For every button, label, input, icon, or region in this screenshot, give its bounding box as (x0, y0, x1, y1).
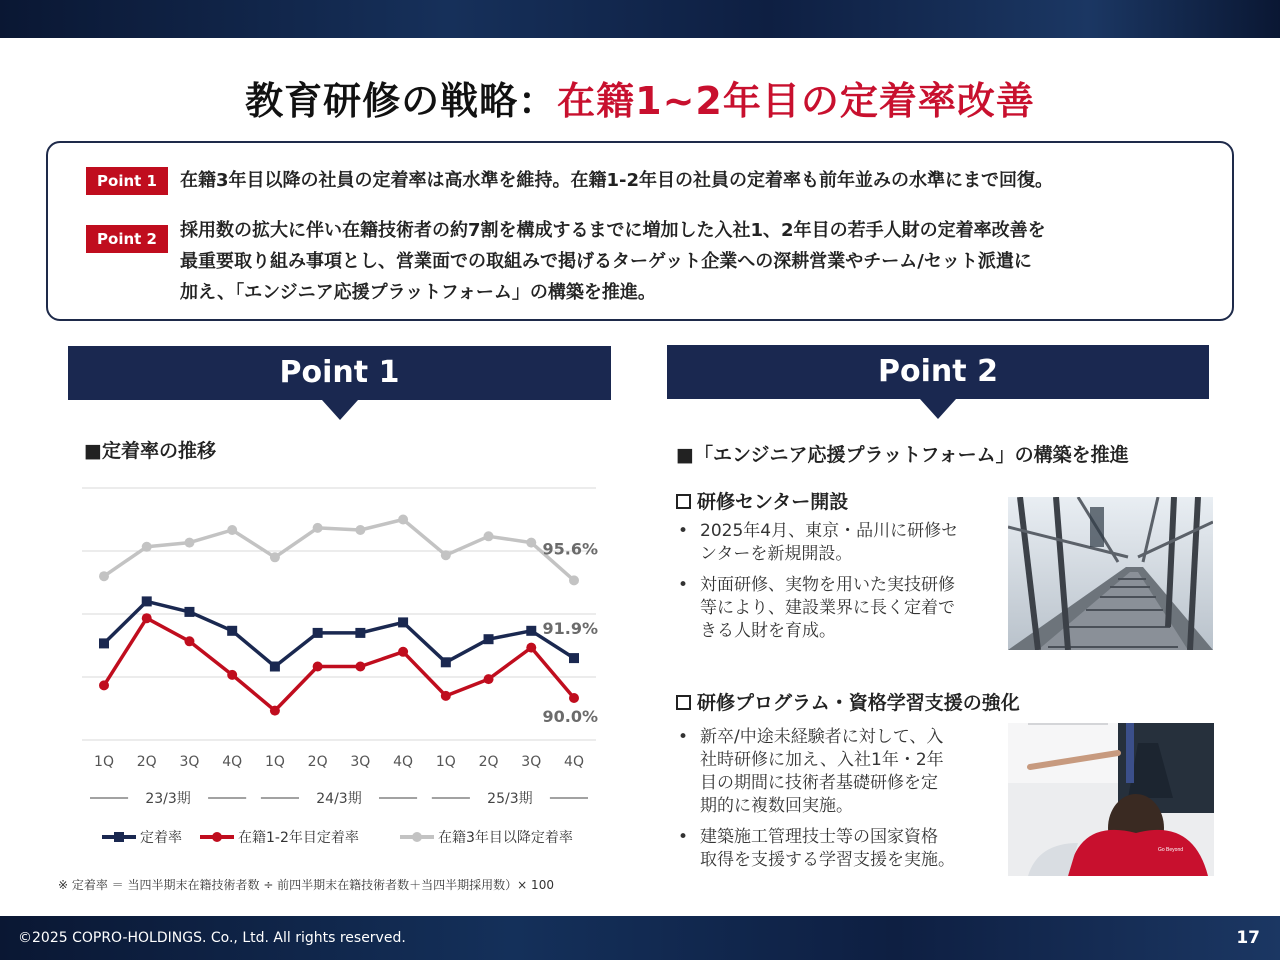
x-tick-label: 2Q (478, 754, 499, 770)
data-point (99, 638, 109, 648)
list-item (674, 574, 1004, 643)
data-point (227, 626, 237, 636)
legend-label: 定着率 (140, 830, 182, 846)
bullet-line: 目の期間に技術者基礎研修を定 (700, 773, 938, 793)
data-point (270, 706, 280, 716)
checkbox-square-icon (676, 494, 691, 509)
data-label: 90.0% (542, 707, 598, 726)
scaffold-walkway-image (1008, 497, 1213, 650)
data-label: 95.6% (542, 539, 598, 559)
summary-box (46, 141, 1234, 321)
point2-line: 加え、「エンジニア応援プラットフォーム」の構築を推進。 (180, 282, 656, 303)
x-tick-label: 4Q (222, 754, 243, 770)
bullet-line: • 建築施工管理技士等の国家資格 (700, 827, 938, 847)
point1-badge: Point 1 (86, 167, 168, 195)
data-point (184, 538, 194, 548)
retention-chart (60, 470, 620, 860)
bullet-line: • 新卒/中途未経験者に対して、入 (700, 727, 944, 747)
list-item (674, 826, 1004, 872)
data-point (398, 617, 408, 627)
program-support-title (676, 688, 1020, 715)
data-point (441, 657, 451, 667)
data-point (184, 636, 194, 646)
legend-label: 在籍3年目以降定着率 (438, 830, 573, 846)
point2-text (180, 215, 1046, 308)
x-tick-label: 2Q (136, 754, 157, 770)
formula-note: ※ 定着率 ＝ 当四半期末在籍技術者数 ÷ 前四半期末在籍技術者数＋当四半期採用数）× 100 (58, 878, 554, 892)
bullet-line: 取得を支援する学習支援を実施。 (700, 850, 955, 870)
data-point (569, 653, 579, 663)
period-label: 24/3期 (316, 791, 362, 807)
point1-text: 在籍3年目以降の社員の定着率は高水準を維持。在籍1-2年目の社員の定着率も前年並みの水準にまで回復。 (180, 170, 1054, 191)
data-point (184, 607, 194, 617)
data-point (227, 525, 237, 535)
bullet-line: 期的に複数回実施。 (700, 796, 853, 816)
data-point (569, 575, 579, 585)
bullet-line: • 対面研修、実物を用いた実技研修 (700, 575, 955, 595)
checkbox-square-icon (676, 695, 691, 710)
page-number: 17 (1236, 928, 1260, 948)
retention-chart-svg (60, 470, 620, 860)
training-center-title-text: 研修センター開設 (697, 491, 849, 513)
bullet-line: 社時研修に加え、入社1年・2年 (700, 750, 944, 770)
data-point (99, 680, 109, 690)
data-point (569, 693, 579, 703)
data-point (355, 525, 365, 535)
x-tick-label: 1Q (94, 754, 114, 770)
data-point (313, 628, 323, 638)
data-point (484, 531, 494, 541)
data-point (270, 662, 280, 672)
training-center-bullets (674, 520, 1004, 651)
data-point (313, 523, 323, 533)
legend-marker (412, 832, 422, 842)
data-point (227, 670, 237, 680)
data-label: 91.9% (542, 619, 598, 639)
training-center-title (676, 487, 848, 514)
photo1-label: Go Beyond (1158, 847, 1184, 853)
data-point (526, 626, 536, 636)
bullet-line: 等により、建設業界に長く定着で (700, 598, 955, 618)
data-point (526, 643, 536, 653)
x-tick-label: 4Q (564, 754, 584, 770)
x-tick-label: 4Q (393, 754, 414, 770)
page-title (0, 70, 1280, 125)
x-tick-label: 1Q (435, 754, 456, 770)
data-point (355, 628, 365, 638)
point2-line: 最重要取り組み事項とし、営業面での取組みで掲げるターゲット企業への深耕営業やチーム/セット派遣に (180, 251, 1032, 272)
bullet-line: • 2025年4月、東京・品川に研修セ (700, 521, 959, 541)
list-item (674, 520, 1004, 566)
program-support-bullets (674, 726, 1004, 880)
x-tick-label: 3Q (179, 754, 200, 770)
x-tick-label: 2Q (307, 754, 328, 770)
x-tick-label: 3Q (521, 754, 542, 770)
series-line (104, 520, 574, 581)
point2-badge: Point 2 (86, 225, 168, 253)
right-section-header: Point 2 (667, 345, 1209, 399)
period-label: 25/3期 (487, 791, 533, 807)
training-class-photo (1008, 723, 1214, 876)
bullet-line: きる人財を育成。 (700, 621, 836, 641)
list-item (674, 726, 1004, 818)
left-section-header: Point 1 (68, 346, 611, 400)
data-point (398, 647, 408, 657)
legend-marker (212, 832, 222, 842)
data-point (441, 550, 451, 560)
data-point (99, 571, 109, 581)
data-point (142, 613, 152, 623)
point2-line: 採用数の拡大に伴い在籍技術者の約7割を構成するまでに増加した入社1、2年目の若手人財の定着率改善を (180, 220, 1046, 241)
bullet-line: ンターを新規開設。 (700, 544, 853, 564)
data-point (484, 674, 494, 684)
legend-marker (114, 832, 124, 842)
data-point (526, 538, 536, 548)
chart-subtitle: ■定着率の推移 (84, 440, 216, 462)
data-point (355, 662, 365, 672)
x-tick-label: 1Q (264, 754, 285, 770)
data-point (441, 691, 451, 701)
data-point (142, 596, 152, 606)
legend-label: 在籍1-2年目定着率 (238, 830, 359, 846)
title-main: 教育研修の戦略： (245, 79, 558, 123)
data-point (270, 552, 280, 562)
classroom-image (1008, 723, 1214, 876)
top-band (0, 0, 1280, 38)
platform-subtitle: ■「エンジニア応援プラットフォーム」の構築を推進 (676, 444, 1129, 466)
data-point (313, 662, 323, 672)
data-point (142, 542, 152, 552)
training-center-photo (1008, 497, 1213, 650)
title-highlight: 在籍1~2年目の定着率改善 (557, 79, 1035, 123)
data-point (484, 634, 494, 644)
x-tick-label: 3Q (350, 754, 371, 770)
program-support-title-text: 研修プログラム・資格学習支援の強化 (697, 692, 1020, 714)
data-point (398, 515, 408, 525)
footer-copyright: ©2025 COPRO-HOLDINGS. Co., Ltd. All rights reserved. (18, 930, 406, 946)
period-label: 23/3期 (145, 791, 191, 807)
